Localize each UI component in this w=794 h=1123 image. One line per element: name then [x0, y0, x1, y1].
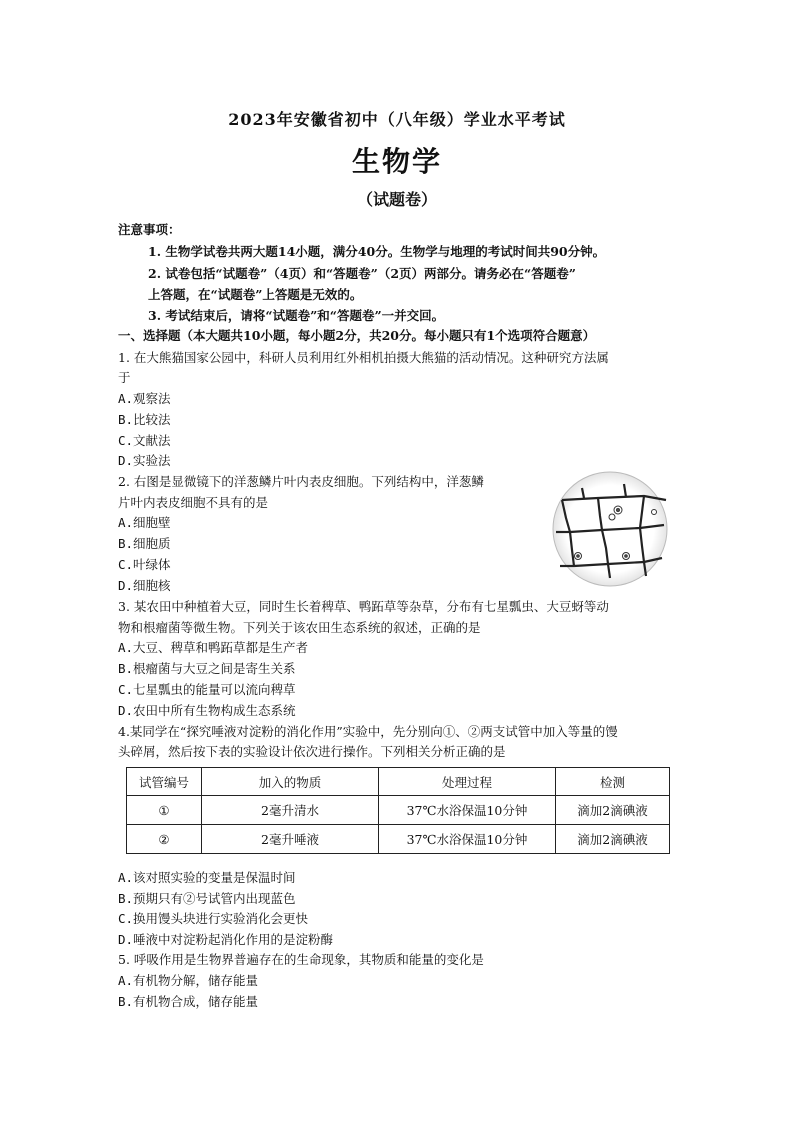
table-header: 检测 — [556, 768, 670, 796]
q4-option-c: C.换用馒头块进行实验消化会更快 — [118, 911, 309, 926]
table-cell: 滴加2滴碘液 — [556, 796, 670, 825]
table-header: 处理过程 — [379, 768, 556, 796]
q1-option-b: B.比较法 — [118, 412, 171, 427]
table-header-row — [127, 768, 670, 796]
q2-stem: 2. 右图是显微镜下的洋葱鳞片叶内表皮细胞。下列结构中，洋葱鳞 — [118, 474, 484, 489]
table-row — [127, 796, 670, 825]
table-cell: 37℃水浴保温10分钟 — [379, 796, 556, 825]
table-cell: 滴加2滴碘液 — [556, 825, 670, 854]
q3-option-c: C.七星瓢虫的能量可以流向稗草 — [118, 682, 296, 697]
q2-option-a: A.细胞壁 — [118, 515, 171, 530]
table-header: 试管编号 — [127, 768, 202, 796]
q3-stem-cont: 物和根瘤菌等微生物。下列关于该农田生态系统的叙述，正确的是 — [118, 620, 481, 635]
notice-item-2: 2. 试卷包括“试题卷”（4页）和“答题卷”（2页）两部分。请务必在“答题卷” — [148, 266, 576, 281]
table-cell: 2毫升清水 — [202, 796, 379, 825]
q5-option-b: B.有机物合成，储存能量 — [118, 994, 259, 1009]
q1-stem-cont: 于 — [118, 370, 131, 385]
onion-cells-micrograph — [548, 470, 673, 588]
section-heading: 一、选择题（本大题共10小题，每小题2分，共20分。每小题只有1个选项符合题意） — [118, 328, 596, 343]
q1-option-d: D.实验法 — [118, 453, 171, 468]
table-header: 加入的物质 — [202, 768, 379, 796]
q3-option-d: D.农田中所有生物构成生态系统 — [118, 703, 296, 718]
q2-option-b: B.细胞质 — [118, 536, 171, 551]
q3-option-a: A.大豆、稗草和鸭跖草都是生产者 — [118, 640, 309, 655]
notice-heading: 注意事项： — [118, 222, 181, 237]
notice-item-2-cont: 上答题，在“试题卷”上答题是无效的。 — [148, 287, 363, 302]
table-cell: ② — [127, 825, 202, 854]
q5-stem: 5. 呼吸作用是生物界普遍存在的生命现象，其物质和能量的变化是 — [118, 952, 484, 967]
q4-option-b: B.预期只有②号试管内出现蓝色 — [118, 891, 296, 906]
q2-stem-cont: 片叶内表皮细胞不具有的是 — [118, 495, 269, 510]
q2-option-d: D.细胞核 — [118, 578, 171, 593]
notice-item-1: 1. 生物学试卷共两大题14小题，满分40分。生物学与地理的考试时间共90分钟。 — [148, 244, 606, 259]
notice-item-3: 3. 考试结束后，请将“试题卷”和“答题卷”一并交回。 — [148, 308, 445, 323]
q1-option-a: A.观察法 — [118, 391, 171, 406]
q4-option-d: D.唾液中对淀粉起消化作用的是淀粉酶 — [118, 932, 334, 947]
q5-option-a: A.有机物分解，储存能量 — [118, 973, 259, 988]
subject-title: 生物学 — [351, 145, 442, 178]
q4-stem-cont: 头碎屑，然后按下表的实验设计依次进行操作。下列相关分析正确的是 — [118, 744, 506, 759]
q1-option-c: C.文献法 — [118, 433, 171, 448]
table-row — [127, 825, 670, 854]
q3-option-b: B.根瘤菌与大豆之间是寄生关系 — [118, 661, 296, 676]
q3-stem: 3. 某农田中种植着大豆，同时生长着稗草、鸭跖草等杂草，分布有七星瓢虫、大豆蚜等动 — [118, 599, 609, 614]
q2-option-c: C.叶绿体 — [118, 557, 171, 572]
q4-option-a: A.该对照实验的变量是保温时间 — [118, 870, 296, 885]
table-cell: 37℃水浴保温10分钟 — [379, 825, 556, 854]
table-cell: ① — [127, 796, 202, 825]
experiment-table — [126, 767, 670, 854]
paper-type: （试题卷） — [356, 190, 437, 209]
q4-stem: 4.某同学在“探究唾液对淀粉的消化作用”实验中，先分别向①、②两支试管中加入等量的馒 — [118, 724, 618, 739]
table-cell: 2毫升唾液 — [202, 825, 379, 854]
q1-stem: 1. 在大熊猫国家公园中，科研人员利用红外相机拍摄大熊猫的活动情况。这种研究方法属 — [118, 350, 609, 365]
exam-title: 2023年安徽省初中（八年级）学业水平考试 — [228, 110, 566, 129]
